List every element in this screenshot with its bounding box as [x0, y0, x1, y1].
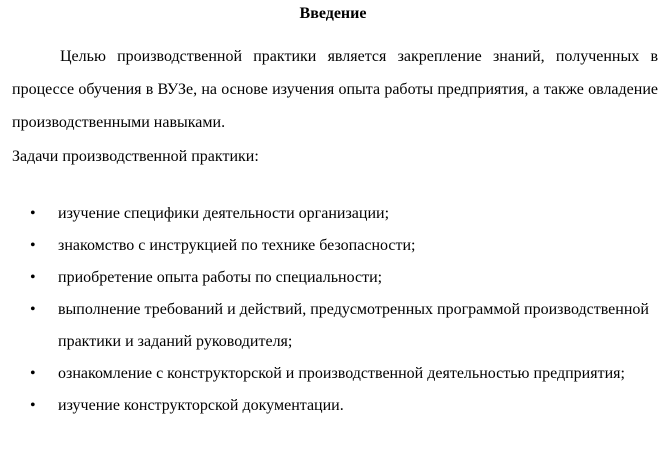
tasks-title: Задачи производственной практики:	[12, 148, 259, 165]
list-item	[0, 198, 650, 230]
tasks-list	[0, 198, 650, 422]
section-heading: Введение	[299, 5, 367, 22]
bullet-icon: •	[30, 237, 36, 254]
bullet-icon: •	[30, 269, 36, 286]
bullet-icon: •	[30, 365, 36, 382]
list-item-text: выполнение требований и действий, предусмотренных программой производственной практики и заданий руководителя;	[58, 301, 649, 350]
list-item	[0, 390, 650, 422]
intro-paragraph: Целью производственной практики является закрепление знаний, полученных в процессе обучения в ВУЗе, на основе изучения опыта работы предприятия, а также овладение производственными навыками.	[12, 48, 658, 131]
list-item	[0, 294, 650, 358]
bullet-icon: •	[30, 397, 36, 414]
list-item-text: знакомство с инструкцией по технике безопасности;	[58, 237, 416, 254]
list-item-text: приобретение опыта работы по специальности;	[58, 269, 383, 286]
list-item	[0, 358, 650, 390]
list-item-text: ознакомление с конструкторской и производственной деятельностью предприятия;	[58, 365, 625, 382]
bullet-icon: •	[30, 301, 36, 318]
list-item	[0, 262, 650, 294]
list-item-text: изучение специфики деятельности организации;	[58, 205, 390, 222]
list-item-text: изучение конструкторской документации.	[58, 397, 344, 414]
list-item	[0, 230, 650, 262]
bullet-icon: •	[30, 205, 36, 222]
